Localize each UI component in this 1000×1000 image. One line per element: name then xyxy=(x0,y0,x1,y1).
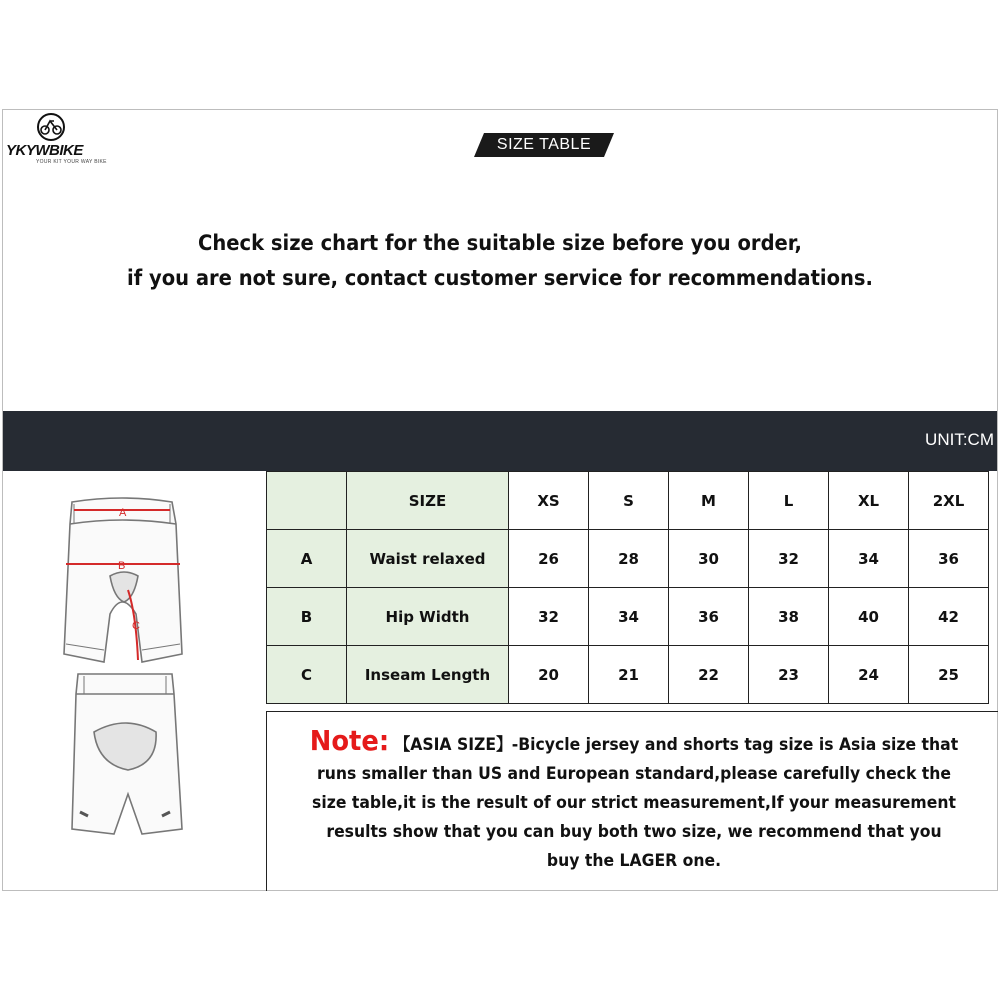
table-cell: 36 xyxy=(669,588,749,646)
header-row xyxy=(267,472,989,530)
brand-name: YKYWBIKE xyxy=(6,142,83,159)
size-header: SIZE xyxy=(347,472,509,530)
row-name: Waist relaxed xyxy=(347,530,509,588)
label-b: B xyxy=(118,560,126,572)
note-label: Note: xyxy=(309,724,390,757)
table-cell: 40 xyxy=(829,588,909,646)
size-xl: XL xyxy=(829,472,909,530)
table-row xyxy=(267,530,989,588)
header-empty-cell xyxy=(267,472,347,530)
table-cell: 30 xyxy=(669,530,749,588)
table-cell: 34 xyxy=(589,588,669,646)
table-cell: 24 xyxy=(829,646,909,704)
row-key: A xyxy=(267,530,347,588)
table-cell: 28 xyxy=(589,530,669,588)
size-table-badge xyxy=(474,133,614,157)
size-table xyxy=(266,471,989,704)
table-cell: 23 xyxy=(749,646,829,704)
size-s: S xyxy=(589,472,669,530)
badge-label: SIZE TABLE xyxy=(496,136,592,153)
brand-logo xyxy=(6,112,107,172)
headline-line-2: if you are not sure, contact customer service for recommendations. xyxy=(127,266,873,290)
table-cell: 38 xyxy=(749,588,829,646)
note-box xyxy=(266,711,998,891)
shorts-back-icon xyxy=(72,674,182,834)
table-cell: 42 xyxy=(909,588,989,646)
table-cell: 32 xyxy=(509,588,589,646)
row-name: Hip Width xyxy=(347,588,509,646)
brand-tagline: YOUR KIT YOUR WAY BIKE xyxy=(36,159,107,165)
size-l: L xyxy=(749,472,829,530)
unit-band xyxy=(3,411,997,471)
shorts-front-icon xyxy=(64,498,182,662)
row-key: C xyxy=(267,646,347,704)
headline-line-1: Check size chart for the suitable size before you order, xyxy=(198,231,802,255)
row-name: Inseam Length xyxy=(347,646,509,704)
table-cell: 22 xyxy=(669,646,749,704)
headline xyxy=(35,226,965,296)
size-2xl: 2XL xyxy=(909,472,989,530)
table-cell: 36 xyxy=(909,530,989,588)
note-text-block xyxy=(307,726,960,876)
table-cell: 26 xyxy=(509,530,589,588)
table-cell: 21 xyxy=(589,646,669,704)
label-c: C xyxy=(132,620,140,632)
unit-label: UNIT:CM xyxy=(925,430,994,449)
label-a: A xyxy=(119,507,127,519)
table-cell: 34 xyxy=(829,530,909,588)
table-row xyxy=(267,588,989,646)
row-key: B xyxy=(267,588,347,646)
table-cell: 20 xyxy=(509,646,589,704)
bicycle-logo-icon xyxy=(34,112,68,142)
table-row xyxy=(267,646,989,704)
note-body: 【ASIA SIZE】-Bicycle jersey and shorts tag size is Asia size that runs smaller than US and European standard,please carefully check the size table,it is the result of our strict measurement,If your measurement results show that you can buy both two size, we recommend that you buy the LAGER one. xyxy=(312,735,959,871)
shorts-diagram xyxy=(52,494,202,844)
size-m: M xyxy=(669,472,749,530)
table-cell: 32 xyxy=(749,530,829,588)
size-xs: XS xyxy=(509,472,589,530)
table-cell: 25 xyxy=(909,646,989,704)
